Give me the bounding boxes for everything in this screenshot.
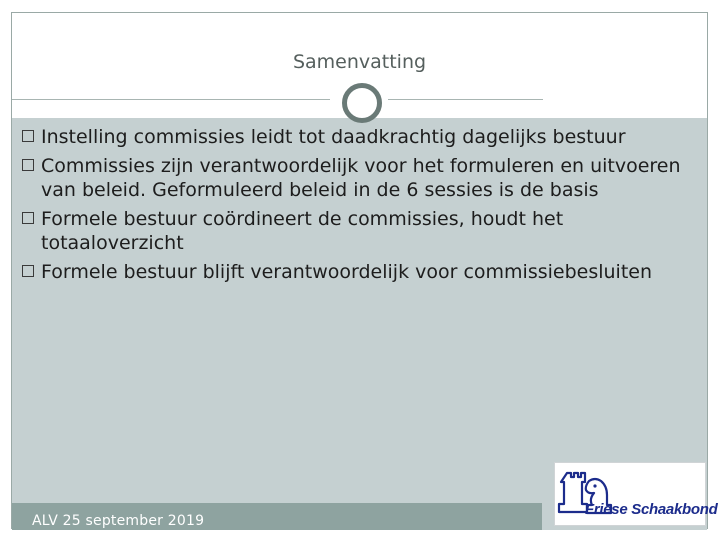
bullet-text: Formele bestuur coördineert de commissies, houdt het totaaloverzicht — [41, 208, 564, 254]
slide-title: Samenvatting — [292, 51, 427, 73]
bullet-item — [21, 125, 701, 149]
slide — [11, 12, 718, 529]
bullet-text: Commissies zijn verantwoordelijk voor het formuleren en uitvoeren van beleid. Geformuleerd beleid in de 6 sessies is de basis — [41, 155, 681, 201]
checkbox-bullet-icon — [22, 212, 34, 224]
bullet-item — [21, 207, 701, 255]
bullet-item — [21, 154, 701, 202]
checkbox-bullet-icon — [22, 265, 34, 277]
bullet-list — [21, 125, 701, 289]
divider-circle-icon — [342, 83, 382, 123]
logo-text: Friese Schaakbond — [585, 501, 718, 518]
checkbox-bullet-icon — [22, 130, 34, 142]
title-divider-left — [12, 99, 330, 100]
checkbox-bullet-icon — [22, 159, 34, 171]
footer-date: ALV 25 september 2019 — [32, 513, 205, 529]
bullet-text: Instelling commissies leidt tot daadkrachtig dagelijks bestuur — [41, 126, 626, 148]
bullet-text: Formele bestuur blijft verantwoordelijk voor commissiebesluiten — [41, 261, 653, 283]
friese-schaakbond-logo — [554, 462, 718, 526]
bullet-item — [21, 260, 701, 284]
title-divider-right — [388, 99, 543, 100]
